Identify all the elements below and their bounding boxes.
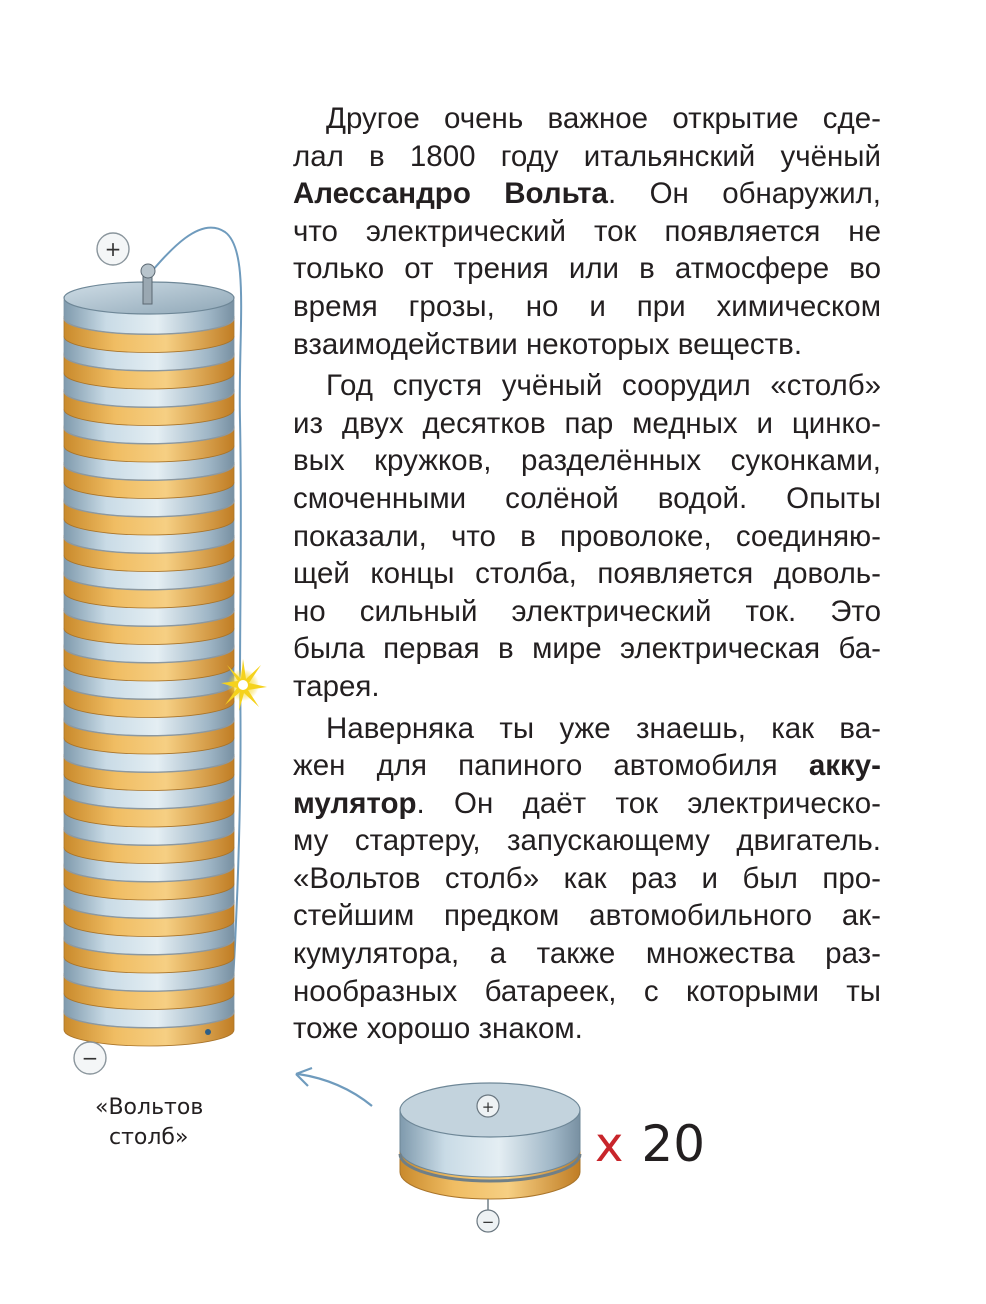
line-text: «Вольтов столб» как раз и был про- [293,861,881,895]
caption-line-1: «Вольтов [95,1095,204,1120]
bold-term: акку- [808,749,881,783]
text-line [293,860,881,898]
line-text: только от трения или в атмосфере во [293,252,881,286]
text-line [293,822,881,860]
paragraph-3 [293,710,881,1048]
line-text: . Он обнаружил, [607,177,881,211]
line-text: нообразных батареек, с которыми ты [293,974,881,1008]
text-line [293,1010,881,1048]
text-line [293,480,881,518]
pile-minus-sign: − [81,1046,99,1070]
pile-minus-icon [74,1042,106,1074]
multiplier-label [595,1114,705,1174]
text-line [293,935,881,973]
multiplier-value: 20 [641,1115,706,1173]
line-text: Год спустя учёный соорудил «столб» [326,369,881,403]
text-line [293,442,881,480]
text-line [293,630,881,668]
paragraph-2 [293,367,881,705]
line-text: вых кружков, разделённых суконками, [293,444,881,478]
line-text: Наверняка ты уже знаешь, как ва- [326,711,881,745]
pile-plus-icon [97,233,129,265]
text-line [293,175,881,213]
multiplier-symbol: x [595,1117,624,1173]
body-text [293,100,881,1052]
line-text: но сильный электрический ток. Это [293,594,881,628]
line-text: смоченными солёной водой. Опыты [293,481,881,515]
text-line [293,973,881,1011]
text-line [293,555,881,593]
line-text: му стартеру, запускающему двигатель. [293,824,881,858]
line-text: из двух десятков пар медных и цинко- [293,406,881,440]
line-text: тоже хорошо знаком. [293,1012,583,1046]
text-line [293,668,881,706]
bold-term: мулятор [293,786,417,820]
line-text: показали, что в проволоке, соединяю- [293,519,881,553]
bottom-terminal [205,1029,211,1035]
text-line [293,710,881,748]
text-line [293,518,881,556]
text-line [293,747,881,785]
text-line [293,405,881,443]
figure-caption [95,1093,203,1153]
text-line [293,367,881,405]
text-line [293,326,881,364]
line-text: была первая в мире электрическая ба- [293,632,881,666]
paragraph-1 [293,100,881,363]
line-text: кумулятора, а также множества раз- [293,937,881,971]
text-line [293,213,881,251]
single-cell [400,1083,580,1232]
text-line [293,288,881,326]
line-text: тарея. [293,669,380,703]
text-line [293,138,881,176]
arrow-icon [296,1068,372,1106]
text-line [293,100,881,138]
line-text: стейшим предком автомобильного ак- [293,899,881,933]
caption-line-2: столб» [109,1125,189,1150]
cell-plus-sign: + [481,1098,495,1116]
disc-stack [64,300,234,1046]
bold-term: Алессандро Вольта [293,177,608,211]
text-line [293,785,881,823]
line-text: время грозы, но и при химическом [293,289,881,323]
line-text: что электрический ток появляется не [293,214,881,248]
cell-minus-sign: − [481,1213,495,1231]
pile-plus-sign: + [104,237,122,261]
text-line [293,593,881,631]
line-text: Другое очень важное открытие сде- [326,102,881,135]
line-text: щей концы столба, появляется доволь- [293,557,881,591]
line-text: . Он даёт ток электрическо- [416,786,881,820]
line-text: жен для папиного автомобиля [293,749,809,783]
line-text: лал в 1800 году итальянский учёный [293,139,881,173]
line-text: взаимодействии некоторых веществ. [293,327,803,361]
text-line [293,897,881,935]
text-line [293,250,881,288]
